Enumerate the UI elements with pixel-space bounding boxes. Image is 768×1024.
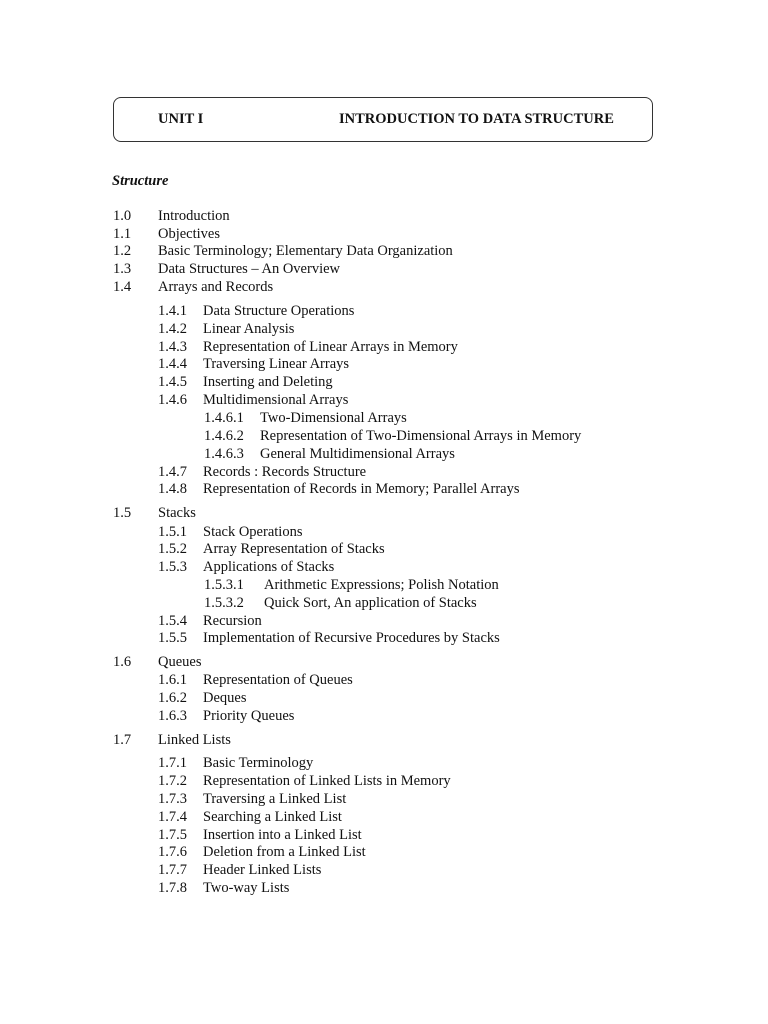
toc-title: Stacks	[158, 505, 196, 521]
toc-number: 1.4.6.3	[204, 446, 244, 462]
toc-number: 1.5.5	[158, 630, 187, 646]
toc-title: General Multidimensional Arrays	[260, 446, 455, 462]
toc-number: 1.1	[113, 226, 132, 242]
toc-title: Representation of Linked Lists in Memory	[203, 773, 451, 789]
toc-title: Insertion into a Linked List	[203, 827, 362, 843]
toc-number: 1.2	[113, 243, 132, 259]
toc-title: Linear Analysis	[203, 321, 295, 337]
toc-number: 1.7.1	[158, 755, 187, 771]
toc-number: 1.6.2	[158, 690, 187, 706]
toc-number: 1.7.3	[158, 791, 187, 807]
toc-number: 1.4.6.2	[204, 428, 244, 444]
toc-title: Data Structure Operations	[203, 303, 355, 319]
unit-title: INTRODUCTION TO DATA STRUCTURE	[339, 111, 614, 127]
toc-number: 1.7.2	[158, 773, 187, 789]
toc-number: 1.7	[113, 732, 132, 748]
toc-title: Representation of Queues	[203, 672, 353, 688]
unit-header-box	[113, 97, 653, 142]
toc-number: 1.3	[113, 261, 132, 277]
toc-number: 1.6.3	[158, 708, 187, 724]
toc-number: 1.4.6.1	[204, 410, 244, 426]
toc-number: 1.0	[113, 208, 132, 224]
toc-title: Representation of Two-Dimensional Arrays in Memory	[260, 428, 582, 444]
toc-title: Two-Dimensional Arrays	[260, 410, 407, 426]
toc-number: 1.4.6	[158, 392, 187, 408]
toc-number: 1.5.1	[158, 524, 187, 540]
toc-number: 1.6.1	[158, 672, 187, 688]
toc-title: Inserting and Deleting	[203, 374, 333, 390]
toc-number: 1.4	[113, 279, 132, 295]
toc-title: Basic Terminology; Elementary Data Organization	[158, 243, 453, 259]
toc-number: 1.5.3.2	[204, 595, 244, 611]
toc-title: Objectives	[158, 226, 221, 242]
toc-title: Stack Operations	[203, 524, 303, 540]
toc-title: Arrays and Records	[158, 279, 274, 295]
toc-number: 1.7.5	[158, 827, 187, 843]
toc-title: Priority Queues	[203, 708, 295, 724]
toc-title: Applications of Stacks	[203, 559, 335, 575]
toc-number: 1.7.6	[158, 844, 187, 860]
toc-number: 1.5.4	[158, 613, 187, 629]
toc-number: 1.7.7	[158, 862, 187, 878]
toc-title: Arithmetic Expressions; Polish Notation	[264, 577, 499, 593]
toc-number: 1.7.8	[158, 880, 187, 896]
toc-title: Recursion	[203, 613, 262, 629]
toc-number: 1.4.1	[158, 303, 187, 319]
toc-title: Traversing Linear Arrays	[203, 356, 350, 372]
toc-title: Array Representation of Stacks	[203, 541, 385, 557]
toc-title: Deques	[203, 690, 247, 706]
toc-title: Linked Lists	[158, 732, 231, 748]
unit-label: UNIT I	[158, 111, 204, 127]
toc-title: Implementation of Recursive Procedures by Stacks	[203, 630, 500, 646]
toc-number: 1.4.8	[158, 481, 187, 497]
toc-number: 1.5.3	[158, 559, 187, 575]
toc-title: Traversing a Linked List	[203, 791, 347, 807]
toc-number: 1.4.2	[158, 321, 187, 337]
toc-number: 1.6	[113, 654, 132, 670]
toc-title: Header Linked Lists	[203, 862, 322, 878]
toc-title: Queues	[158, 654, 202, 670]
toc-title: Representation of Records in Memory; Parallel Arrays	[203, 481, 520, 497]
toc-title: Quick Sort, An application of Stacks	[264, 595, 477, 611]
toc-title: Searching a Linked List	[203, 809, 342, 825]
structure-heading: Structure	[112, 173, 169, 189]
toc-number: 1.4.5	[158, 374, 187, 390]
toc-title: Introduction	[158, 208, 230, 224]
toc-number: 1.5	[113, 505, 132, 521]
toc-number: 1.4.4	[158, 356, 187, 372]
toc-title: Records : Records Structure	[203, 464, 367, 480]
toc-number: 1.4.7	[158, 464, 187, 480]
toc-number: 1.5.2	[158, 541, 187, 557]
toc-title: Multidimensional Arrays	[203, 392, 349, 408]
toc-title: Deletion from a Linked List	[203, 844, 366, 860]
toc-number: 1.5.3.1	[204, 577, 244, 593]
toc-title: Representation of Linear Arrays in Memory	[203, 339, 458, 355]
toc-number: 1.4.3	[158, 339, 187, 355]
toc-title: Two-way Lists	[203, 880, 290, 896]
toc-number: 1.7.4	[158, 809, 187, 825]
toc-title: Data Structures – An Overview	[158, 261, 341, 277]
toc-title: Basic Terminology	[203, 755, 314, 771]
